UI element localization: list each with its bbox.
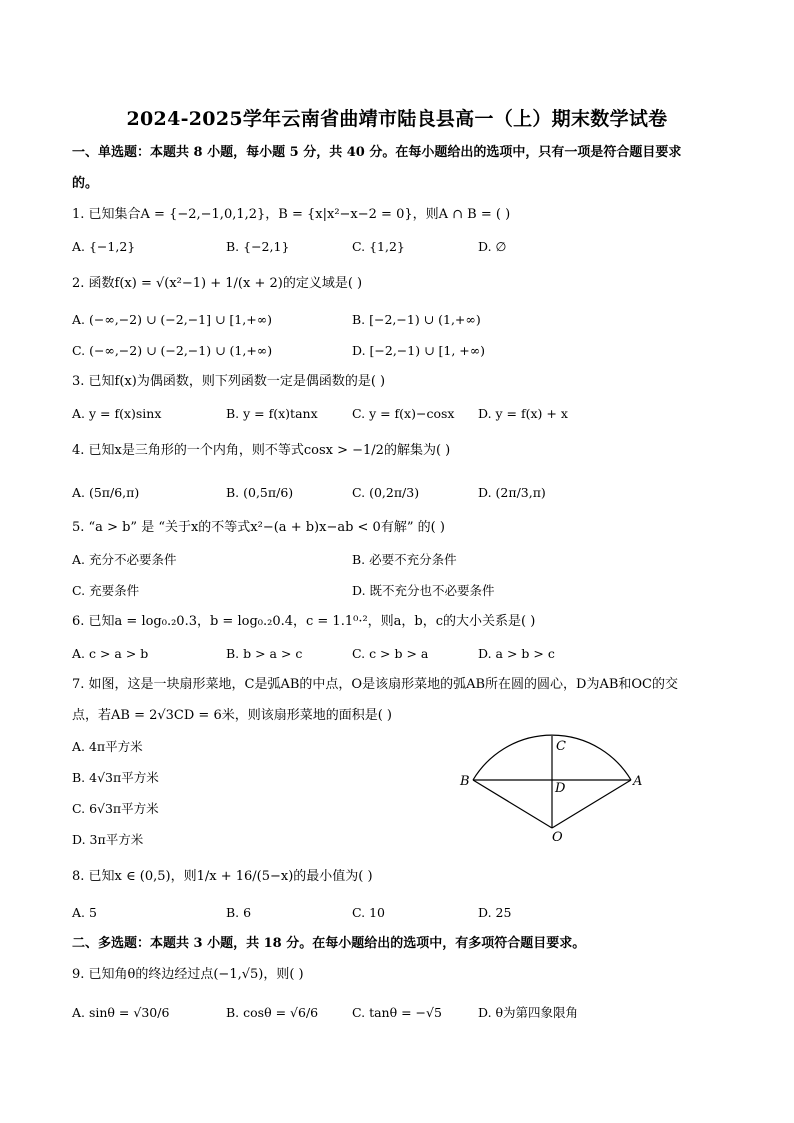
q7-option-b: B. 4√3π平方米: [72, 770, 159, 785]
q4-option-c: C. (0,2π/3): [352, 485, 420, 500]
q2-option-a: A. (−∞,−2) ∪ (−2,−1] ∪ [1,+∞): [72, 312, 272, 327]
label-b: B: [460, 774, 470, 789]
q6-option-a: A. c > a > b: [72, 646, 149, 661]
q7-option-d: D. 3π平方米: [72, 832, 144, 847]
q1-option-d: D. ∅: [478, 239, 507, 254]
q7-option-c: C. 6√3π平方米: [72, 801, 159, 816]
radius-ob: [473, 780, 552, 828]
q8-option-d: D. 25: [478, 905, 512, 920]
q9-option-d: D. θ为第四象限角: [478, 1005, 579, 1020]
q9-option-b: B. cosθ = √6/6: [226, 1005, 319, 1020]
label-o: O: [552, 830, 563, 845]
q7-stem-line2: 点，若AB = 2√3CD = 6米，则该扇形菜地的面积是( ): [72, 708, 392, 723]
q9-option-c: C. tanθ = −√5: [352, 1005, 442, 1020]
q6-option-c: C. c > b > a: [352, 646, 429, 661]
q4-stem: 4. 已知x是三角形的一个内角，则不等式cosx > −1/2的解集为( ): [72, 443, 451, 458]
q3-option-b: B. y = f(x)tanx: [226, 406, 318, 421]
q5-option-a: A. 充分不必要条件: [72, 552, 177, 567]
q2-option-c: C. (−∞,−2) ∪ (−2,−1) ∪ (1,+∞): [72, 343, 273, 358]
label-a: A: [633, 774, 643, 789]
q6-stem: 6. 已知a = log₀.₂0.3，b = log₀.₂0.4，c = 1.1⁰·²，则a，b，c的大小关系是( ): [72, 614, 536, 629]
q6-option-b: B. b > a > c: [226, 646, 303, 661]
q2-stem: 2. 函数f(x) = √(x²−1) + 1/(x + 2)的定义域是( ): [72, 276, 363, 291]
label-c: C: [556, 739, 566, 754]
q5-stem: 5. “a > b” 是 “关于x的不等式x²−(a + b)x−ab < 0有解” 的( ): [72, 520, 445, 535]
q1-option-c: C. {1,2}: [352, 239, 405, 254]
q1-option-b: B. {−2,1}: [226, 239, 290, 254]
page-title: 2024-2025学年云南省曲靖市陆良县高一（上）期末数学试卷: [126, 108, 668, 130]
q8-option-b: B. 6: [226, 905, 252, 920]
q3-option-d: D. y = f(x) + x: [478, 406, 568, 421]
label-d: D: [555, 781, 566, 796]
sector-figure: [455, 725, 655, 850]
q2-option-b: B. [−2,−1) ∪ (1,+∞): [352, 312, 481, 327]
q1-stem: 1. 已知集合A = {−2,−1,0,1,2}，B = {x|x²−x−2 = 0}，则A ∩ B = ( ): [72, 207, 511, 222]
q7-option-a: A. 4π平方米: [72, 739, 143, 754]
q8-option-c: C. 10: [352, 905, 385, 920]
q5-option-c: C. 充要条件: [72, 583, 140, 598]
q7-stem-line1: 7. 如图，这是一块扇形菜地，C是弧AB的中点，O是该扇形菜地的弧AB所在圆的圆心，D为AB和OC的交: [72, 677, 678, 692]
q9-stem: 9. 已知角θ的终边经过点(−1,√5)，则( ): [72, 967, 304, 982]
q4-option-d: D. (2π/3,π): [478, 485, 546, 500]
q4-option-a: A. (5π/6,π): [72, 485, 140, 500]
q6-option-d: D. a > b > c: [478, 646, 555, 661]
q8-stem: 8. 已知x ∈ (0,5)，则1/x + 16/(5−x)的最小值为( ): [72, 869, 373, 884]
q4-option-b: B. (0,5π/6): [226, 485, 294, 500]
q9-option-a: A. sinθ = √30/6: [72, 1005, 170, 1020]
q3-option-a: A. y = f(x)sinx: [72, 406, 162, 421]
section1-heading: 一、单选题：本题共 8 小题，每小题 5 分，共 40 分。在每小题给出的选项中，只有一项是符合题目要求: [72, 145, 682, 160]
section2-heading: 二、多选题：本题共 3 小题，共 18 分。在每小题给出的选项中，有多项符合题目要求。: [72, 936, 586, 951]
q2-option-d: D. [−2,−1) ∪ [1, +∞): [352, 343, 486, 358]
q8-option-a: A. 5: [72, 905, 97, 920]
q5-option-d: D. 既不充分也不必要条件: [352, 583, 495, 598]
q3-option-c: C. y = f(x)−cosx: [352, 406, 455, 421]
q5-option-b: B. 必要不充分条件: [352, 552, 457, 567]
section1-heading-cont: 的。: [72, 176, 99, 191]
q1-option-a: A. {−1,2}: [72, 239, 136, 254]
q3-stem: 3. 已知f(x)为偶函数，则下列函数一定是偶函数的是( ): [72, 374, 386, 389]
